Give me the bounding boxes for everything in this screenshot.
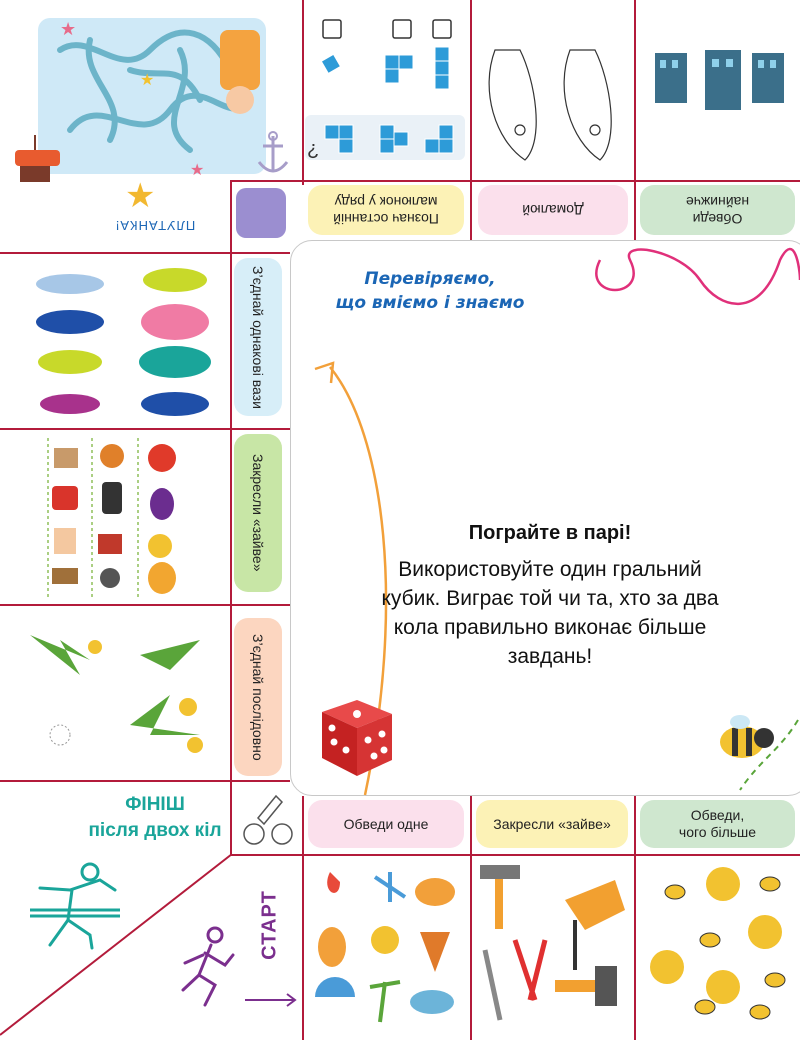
pencil-icon [238, 788, 298, 850]
tools-picture [475, 860, 630, 1035]
start-runner-icon [175, 925, 300, 1035]
mixed-objects-picture [310, 862, 465, 1032]
svg-text:★: ★ [125, 177, 156, 215]
maze-title: ПЛУТАНКА! [114, 218, 196, 233]
heading: Перевіряємо, що вміємо і знаємо [335, 269, 525, 313]
dice-icon [312, 692, 396, 782]
objects-grid-picture [40, 438, 230, 598]
dandelions-picture [20, 615, 220, 770]
label-finish-drawing: Домалюй [478, 185, 628, 235]
label-connect-vases: З’єднай однакові вази [234, 258, 282, 416]
svg-text:¿: ¿ [307, 138, 320, 160]
starfish-icon [120, 175, 160, 215]
label-connect-sequence: З’єднай послідовно [234, 618, 282, 776]
fish-outlines [475, 40, 630, 175]
play-title: Пограйте в парі! [468, 522, 632, 544]
svg-text:★: ★ [140, 72, 155, 89]
bee-icon [700, 700, 800, 800]
label-cross-out-extra-bottom: Закресли «зайве» [476, 800, 628, 848]
label-mark-last: Познач останній малюнок у ряду [308, 185, 464, 235]
label-circle-one: Обведи одне [308, 800, 464, 848]
ship-icon [0, 135, 70, 195]
play-body: Використовуйте один гральний кубик. Виграє той чи та, хто за два кола правильно виконає більше завдань! [381, 558, 719, 668]
label-circle-more: Обведи, чого більше [640, 800, 795, 848]
pink-curve-decoration [560, 240, 800, 360]
vases-picture [30, 262, 220, 422]
svg-text:★: ★ [190, 162, 205, 179]
finish-label: ФІНІШ після двох кіл [88, 794, 222, 841]
svg-text:★: ★ [60, 19, 77, 39]
tetris-shapes [305, 15, 465, 165]
finish-runner-icon [30, 860, 120, 950]
anchor-icon [255, 130, 291, 180]
buildings-picture [650, 45, 790, 115]
lavender-square [236, 188, 286, 238]
label-circle-lowest: Обведи найнижче [640, 185, 795, 235]
start-label: СТАРТ [258, 890, 281, 960]
bees-flowers-picture [645, 862, 795, 1032]
label-cross-out-extra-left: Закресли «зайве» [234, 434, 282, 592]
